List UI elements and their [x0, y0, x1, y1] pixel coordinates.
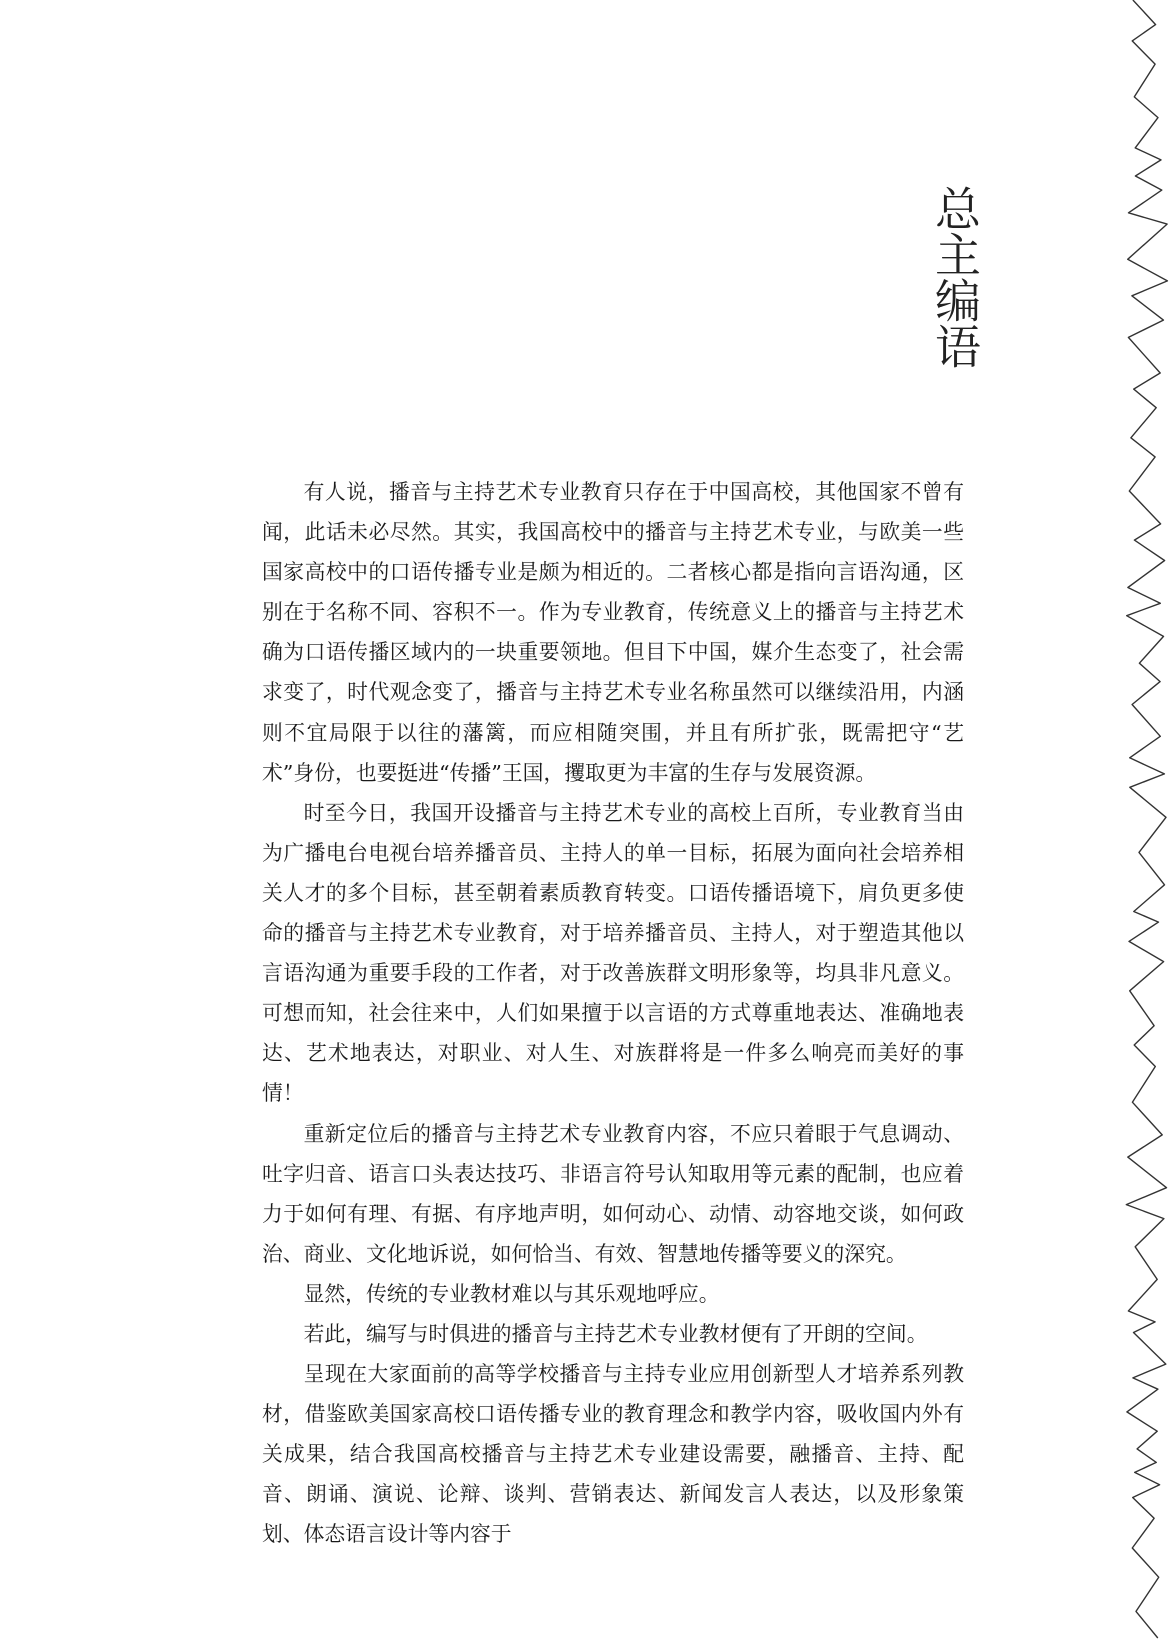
- page-title: 总主编语: [928, 185, 982, 369]
- body-text: [262, 472, 964, 1555]
- paragraph: 显然，传统的专业教材难以与其乐观地呼应。: [303, 1281, 720, 1306]
- paragraph: 有人说，播音与主持艺术专业教育只存在于中国高校，其他国家不曾有闻，此话未必尽然。其实，我国高校中的播音与主持艺术专业，与欧美一些国家高校中的口语传播专业是颇为相近的。二者核心都是指向言语沟通，区别在于名称不同、容积不一。作为专业教育，传统意义上的播音与主持艺术确为口语传播区域内的一块重要领地。但目下中国，媒介生态变了，社会需求变了，时代观念变了，播音与主持艺术专业名称虽然可以继续沿用，内涵则不宜局限于以往的藩篱，而应相随突围，并且有所扩张，既需把守“艺术”身份，也要挺进“传播”王国，攫取更为丰富的生存与发展资源。: [262, 480, 964, 785]
- paragraph: 重新定位后的播音与主持艺术专业教育内容，不应只着眼于气息调动、吐字归音、语言口头表达技巧、非语言符号认知取用等元素的配制，也应着力于如何有理、有据、有序地声明，如何动心、动情、动容地交谈，如何政治、商业、文化地诉说，如何恰当、有效、智慧地传播等要义的深究。: [262, 1121, 964, 1266]
- paragraph: 呈现在大家面前的高等学校播音与主持专业应用创新型人才培养系列教材，借鉴欧美国家高校口语传播专业的教育理念和教学内容，吸收国内外有关成果，结合我国高校播音与主持艺术专业建设需要，融播音、主持、配音、朗诵、演说、论辩、谈判、营销表达、新闻发言人表达，以及形象策划、体态语言设计等内容于: [262, 1362, 964, 1547]
- paragraph: 若此，编写与时俱进的播音与主持艺术专业教材便有了开朗的空间。: [303, 1321, 928, 1346]
- paragraph: 时至今日，我国开设播音与主持艺术专业的高校上百所，专业教育当由为广播电台电视台培养播音员、主持人的单一目标，拓展为面向社会培养相关人才的多个目标，甚至朝着素质教育转变。口语传播语境下，肩负更多使命的播音与主持艺术专业教育，对于培养播音员、主持人，对于塑造其他以言语沟通为重要手段的工作者，对于改善族群文明形象等，均具非凡意义。可想而知，社会往来中，人们如果擅于以言语的方式尊重地表达、准确地表达、艺术地表达，对职业、对人生、对族群将是一件多么响亮而美好的事情！: [262, 800, 964, 1106]
- decorative-wave-border: [1120, 0, 1170, 1642]
